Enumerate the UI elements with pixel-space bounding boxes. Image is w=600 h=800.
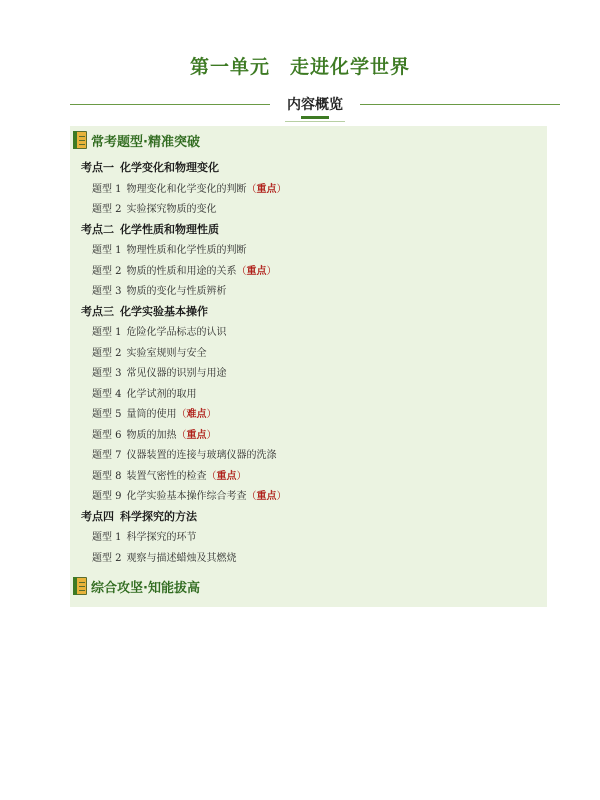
tixing-item[interactable] — [92, 549, 237, 564]
difficulty-tag: 重点 — [216, 470, 237, 482]
tixing-text: 科学探究的环节 — [126, 532, 197, 543]
tixing-item[interactable] — [92, 385, 197, 400]
tixing-item[interactable] — [92, 241, 247, 256]
tixing-text: 装置气密性的检查 — [126, 470, 207, 482]
tixing-number: 题型 4 — [92, 388, 122, 400]
divider-line-left — [70, 104, 270, 105]
tixing-number: 题型 3 — [92, 368, 122, 379]
tixing-text: 实验室规则与安全 — [126, 347, 207, 359]
kaodian-heading[interactable] — [81, 303, 208, 319]
tixing-number: 题型 6 — [92, 429, 122, 441]
difficulty-tag: 重点 — [186, 429, 207, 441]
tixing-item[interactable] — [92, 405, 217, 420]
tixing-item[interactable] — [92, 180, 287, 195]
tixing-number: 题型 8 — [92, 470, 122, 482]
section-title: 常考题型·精准突破 — [91, 134, 200, 150]
difficulty-tag: 重点 — [256, 183, 277, 195]
tixing-item[interactable] — [92, 467, 247, 482]
divider-line-right — [360, 104, 560, 105]
section-title: 综合攻坚·知能拔高 — [91, 580, 200, 596]
tixing-number: 题型 7 — [92, 450, 122, 461]
kaodian-heading[interactable] — [81, 508, 197, 524]
tixing-text: 观察与描述蜡烛及其燃烧 — [126, 552, 237, 564]
tixing-number: 题型 3 — [92, 286, 122, 297]
tixing-item[interactable] — [92, 323, 227, 338]
contents-panel — [70, 126, 547, 607]
tixing-text: 物理变化和化学变化的判断 — [126, 183, 247, 195]
tixing-text: 物质的变化与性质辨析 — [126, 286, 227, 297]
tag-paren-close: ） — [236, 470, 247, 482]
tixing-number: 题型 1 — [92, 327, 122, 338]
tag-paren-close: ） — [206, 429, 217, 441]
tixing-number: 题型 1 — [92, 245, 122, 256]
tag-paren-open: （ — [246, 183, 257, 195]
tixing-number: 题型 2 — [92, 552, 122, 564]
tag-paren-close: ） — [276, 183, 287, 195]
book-icon — [73, 131, 87, 149]
tixing-text: 危险化学品标志的认识 — [126, 327, 227, 338]
tag-paren-open: （ — [246, 491, 257, 502]
difficulty-tag: 重点 — [256, 491, 277, 502]
overview-thin-line — [285, 121, 345, 122]
kaodian-label: 考点二 — [81, 222, 114, 236]
kaodian-label: 考点一 — [81, 161, 114, 174]
difficulty-tag: 重点 — [246, 265, 267, 277]
tixing-text: 物质的性质和用途的关系 — [126, 265, 237, 277]
tixing-text: 仪器装置的连接与玻璃仪器的洗涤 — [126, 450, 277, 461]
tixing-item[interactable] — [92, 487, 287, 502]
tixing-number: 题型 1 — [92, 183, 122, 195]
tixing-item[interactable] — [92, 364, 227, 379]
kaodian-title: 化学变化和物理变化 — [120, 161, 219, 174]
tixing-text: 化学试剂的取用 — [126, 388, 197, 400]
tixing-text: 化学实验基本操作综合考查 — [126, 491, 247, 502]
book-icon — [73, 577, 87, 595]
overview-underline — [301, 116, 329, 119]
section-header-advanced — [73, 575, 200, 597]
tixing-text: 物理性质和化学性质的判断 — [126, 245, 247, 256]
tixing-number: 题型 2 — [92, 204, 122, 215]
tixing-item[interactable] — [92, 426, 217, 441]
tixing-item[interactable] — [92, 282, 227, 297]
tixing-item[interactable] — [92, 528, 197, 543]
kaodian-title: 科学探究的方法 — [120, 509, 197, 523]
tixing-text: 物质的加热 — [126, 429, 177, 441]
section-header-practice — [73, 129, 200, 151]
kaodian-heading[interactable] — [81, 159, 219, 175]
tixing-text: 常见仪器的识别与用途 — [126, 368, 227, 379]
tag-paren-open: （ — [206, 470, 217, 482]
tag-paren-close: ） — [206, 409, 217, 420]
tag-paren-open: （ — [176, 429, 187, 441]
kaodian-title: 化学实验基本操作 — [120, 304, 208, 318]
tixing-number: 题型 2 — [92, 347, 122, 359]
unit-title: 第一单元 走进化学世界 — [189, 56, 410, 78]
tag-paren-open: （ — [236, 265, 247, 277]
kaodian-label: 考点三 — [81, 304, 114, 318]
tag-paren-close: ） — [276, 491, 287, 502]
tixing-number: 题型 9 — [92, 491, 122, 502]
tixing-number: 题型 2 — [92, 265, 122, 277]
tixing-text: 量筒的使用 — [126, 409, 177, 420]
kaodian-heading[interactable] — [81, 221, 219, 237]
tixing-item[interactable] — [92, 200, 217, 215]
tixing-number: 题型 1 — [92, 532, 122, 543]
tag-paren-open: （ — [176, 409, 187, 420]
overview-divider — [70, 92, 560, 118]
tixing-number: 题型 5 — [92, 409, 122, 420]
tixing-text: 实验探究物质的变化 — [126, 204, 217, 215]
overview-label: 内容概览 — [287, 97, 343, 113]
tixing-item[interactable] — [92, 262, 277, 277]
kaodian-label: 考点四 — [81, 509, 114, 523]
tixing-item[interactable] — [92, 446, 277, 461]
kaodian-title: 化学性质和物理性质 — [120, 222, 219, 236]
tag-paren-close: ） — [266, 265, 277, 277]
difficulty-tag: 难点 — [186, 409, 207, 420]
tixing-item[interactable] — [92, 344, 207, 359]
